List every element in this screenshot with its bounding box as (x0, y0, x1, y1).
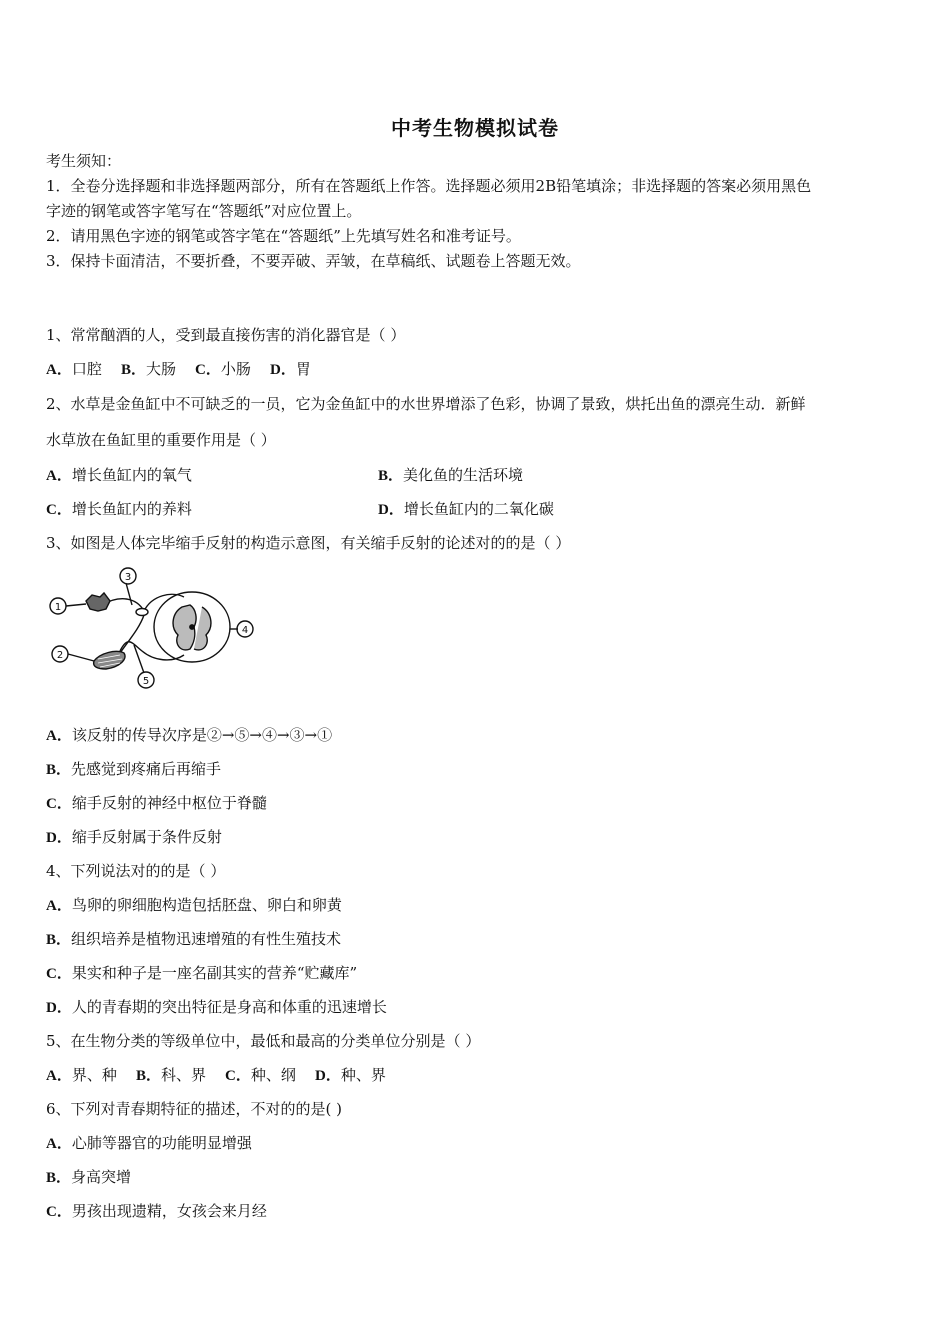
svg-text:1: 1 (54, 602, 62, 613)
option-text: 口腔 (71, 360, 102, 378)
instruction-item: 2．请用黑色字迹的钢笔或答字笔在“答题纸”上先填写姓名和准考证号。 (46, 227, 521, 245)
question-4-option-b: B．组织培养是植物迅速增殖的有性生殖技术 (46, 930, 342, 948)
question-6-option-a: A．心肺等器官的功能明显增强 (46, 1134, 252, 1152)
svg-text:5: 5 (142, 676, 150, 687)
instructions-heading: 考生须知： (46, 152, 122, 170)
question-4-stem: 4、下列说法对的的是（ ） (46, 862, 226, 880)
reflex-arc-diagram (44, 565, 259, 695)
svg-text:2: 2 (56, 650, 64, 661)
question-4-option-a: A．鸟卵的卵细胞构造包括胚盘、卵白和卵黄 (46, 896, 342, 914)
question-5-options: A．界、种 B．科、界 C．种、纲 D．种、界 (46, 1066, 386, 1084)
instruction-item: 字迹的钢笔或答字笔写在“答题纸”对应位置上。 (46, 202, 362, 220)
question-3-option-c: C．缩手反射的神经中枢位于脊髓 (46, 794, 267, 812)
question-3-option-a: A．该反射的传导次序是②→⑤→④→③→① (46, 726, 333, 744)
svg-text:3: 3 (124, 572, 132, 583)
question-1-options (46, 358, 311, 381)
question-4-option-d: D．人的青春期的突出特征是身高和体重的迅速增长 (46, 998, 387, 1016)
question-3-stem: 3、如图是人体完毕缩手反射的构造示意图，有关缩手反射的论述对的的是（ ） (46, 534, 571, 552)
question-5-stem: 5、在生物分类的等级单位中，最低和最高的分类单位分别是（ ） (46, 1032, 481, 1050)
question-3-option-d: D．缩手反射属于条件反射 (46, 828, 222, 846)
question-6-option-c: C．男孩出现遗精，女孩会来月经 (46, 1202, 267, 1220)
question-4-option-c: C．果实和种子是一座名副其实的营养“贮藏库” (46, 964, 358, 982)
option-text: 大肠 (145, 360, 176, 378)
question-6-stem: 6、下列对青春期特征的描述，不对的的是( ) (46, 1100, 343, 1118)
instruction-item: 1．全卷分选择题和非选择题两部分，所有在答题纸上作答。选择题必须用2B铅笔填涂；非选择题的答案必须用黑色 (46, 177, 812, 195)
page-title: 中考生物模拟试卷 (391, 116, 559, 140)
question-2-stem-cont: 水草放在鱼缸里的重要作用是（ ） (46, 431, 276, 449)
question-2-option-d: D．增长鱼缸内的二氧化碳 (378, 500, 554, 518)
option-label: A． (46, 362, 72, 378)
question-6-option-b: B．身高突增 (46, 1168, 132, 1186)
question-2-stem: 2、水草是金鱼缸中不可缺乏的一员，它为金鱼缸中的水世界增添了色彩，协调了景致，烘托出鱼的漂亮生动．新鲜 (46, 395, 806, 413)
option-label: D． (269, 362, 296, 378)
question-3-option-b: B．先感觉到疼痛后再缩手 (46, 760, 222, 778)
option-label: C． (195, 362, 221, 378)
question-2-option-c: C．增长鱼缸内的养料 (46, 500, 192, 518)
option-text: 胃 (295, 360, 311, 378)
option-label: B． (120, 362, 146, 378)
option-text: 小肠 (220, 360, 251, 378)
instruction-item: 3．保持卡面清洁，不要折叠，不要弄破、弄皱，在草稿纸、试题卷上答题无效。 (46, 252, 581, 270)
question-1-stem: 1、常常酗酒的人，受到最直接伤害的消化器官是（ ） (46, 326, 406, 344)
svg-text:4: 4 (241, 625, 249, 636)
question-2-option-b: B．美化鱼的生活环境 (378, 466, 524, 484)
question-2-option-a: A．增长鱼缸内的氧气 (46, 466, 192, 484)
